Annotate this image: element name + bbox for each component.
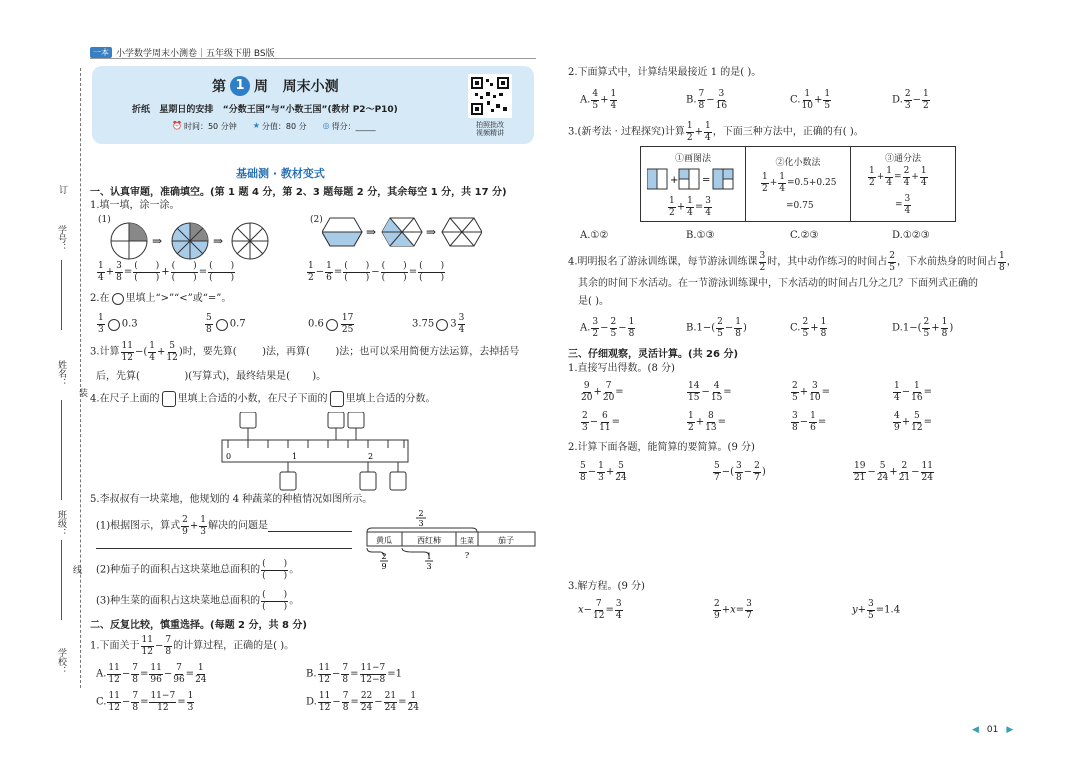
p1-q1-equation2: $\frac{1}{2}$ − $\frac{1}{6}$ = $\frac{( )}{( )}$ − $\frac{( )}{( )}$ = $\frac{( )}{( )}$	[308, 261, 445, 283]
time-text: 时间：50 分钟	[183, 122, 237, 131]
part1-title: 一、认真审题，准确填空。(第 1 题 4 分，第 2、3 题每题 2 分，其余每空 1 分，共 17 分)	[90, 187, 507, 198]
binding-mark-ding: 订	[57, 185, 67, 194]
brace-tomato-den: 3	[426, 562, 432, 571]
p2-q3: 3.(新考法 · 过程探究)计算 $\frac{1}{2}$ + $\frac{1}{4}$ ，下面三种方法中，正确的有( )。	[568, 121, 864, 143]
p3-q1-item1: $\frac{9}{20}$ + $\frac{7}{20}$ =	[581, 381, 624, 403]
p3-q1-item5: $\frac{2}{3}$ − $\frac{6}{11}$ =	[582, 411, 620, 433]
p1-q5-1: (1)根据图示，算式 $\frac{2}{9}$ + $\frac{1}{3}$ 解决的问题是	[96, 516, 352, 537]
method-common-denominator	[851, 147, 955, 221]
p2-q1-option-c[interactable]: C. $\frac{11}{12}$ − $\frac{7}{8}$ = $\frac{11-7}{12}$ = $\frac{1}{3}$	[96, 691, 194, 713]
p2-q4-line1: 4.明明报名了游泳训练课，每节游泳训练课 $\frac{3}{2}$ 时，其中动作练习的时间占 $\frac{2}{5}$ ，下水前热身的时间占 $\frac{1}{8}$ ，	[568, 251, 1017, 273]
compare-circle[interactable]	[108, 319, 120, 331]
ruler-top-box[interactable]	[328, 412, 344, 428]
svg-text:+: +	[670, 175, 679, 186]
school-label: 学校：	[56, 648, 66, 675]
topic-line: 折纸 星期日的安排 “分数王国”与“小数王国”(教材 P2～P10)	[132, 105, 398, 115]
clock-icon: ⏰	[172, 121, 182, 130]
p2-q1-option-b[interactable]: B. $\frac{11}{12}$ − $\frac{7}{8}$ = $\frac{11-7}{12-8}$ =1	[306, 663, 402, 685]
ruler-figure	[218, 412, 418, 492]
p2-q1-option-a[interactable]: A. $\frac{11}{12}$ − $\frac{7}{8}$ = $\frac{11}{96}$ − $\frac{7}{96}$ = $\frac{1}{24}$	[96, 663, 207, 685]
p2-q3-option-a[interactable]: A.①②	[580, 230, 609, 241]
brace-tomato-num: 1	[426, 552, 432, 561]
p1-q2-item3: 0.6 $\frac{17}{25}$	[308, 313, 354, 335]
id-label: 学号：	[56, 225, 66, 252]
p2-q4-option-d[interactable]: D.1−( $\frac{2}{5}$ + $\frac{1}{8}$ )	[892, 317, 954, 339]
p1-q5-answer-line[interactable]	[96, 548, 352, 549]
circle-quarter-figure	[111, 223, 147, 259]
part3-title: 三、仔细观察，灵活计算。(共 26 分)	[568, 349, 739, 360]
binding-line	[80, 68, 81, 688]
method-decimal-eq1: $\frac{1}{2}$ + $\frac{1}{4}$ =0.5+0.25	[762, 172, 837, 194]
qr-caption: 拍照批改 视频精讲	[476, 121, 504, 138]
ruler-label-2: 2	[368, 452, 374, 461]
method-drawing-title: ①画图法	[674, 154, 711, 164]
p1-q1: 1.填一填，涂一涂。	[90, 200, 180, 211]
week-badge: 1	[230, 76, 250, 96]
p2-q2-option-b[interactable]: B. $\frac{7}{8}$ − $\frac{3}{16}$	[686, 89, 728, 111]
p1-q2-item1: $\frac{1}{3}$ 0.3	[98, 313, 138, 335]
hexagon-blank-figure	[442, 218, 482, 246]
ruler-bottom-box[interactable]	[390, 472, 406, 490]
class-label: 班级：	[56, 510, 66, 537]
p2-q1-option-d[interactable]: D. $\frac{11}{12}$ − $\frac{7}{8}$ = $\frac{22}{24}$ − $\frac{21}{24}$ = $\frac{1}{24}$	[306, 691, 419, 713]
method-drawing-eq: $\frac{1}{2}$ + $\frac{1}{4}$ = $\frac{3}{4}$	[669, 196, 711, 218]
id-line[interactable]	[61, 260, 62, 330]
page-number: 01	[986, 725, 999, 735]
p3-q1-item8: $\frac{4}{9}$ + $\frac{5}{12}$ =	[894, 411, 932, 433]
part2-title: 二、反复比较，慎重选择。(每题 2 分，共 8 分)	[90, 620, 307, 631]
compare-circle[interactable]	[326, 319, 338, 331]
p3-q2-item2: $\frac{5}{7}$ −( $\frac{3}{8}$ − $\frac{2}{7}$ )	[714, 461, 766, 483]
ruler-top-box[interactable]	[240, 412, 256, 428]
method-drawing-figure	[647, 167, 741, 191]
p2-q2-option-c[interactable]: C. $\frac{1}{10}$ + $\frac{1}{5}$	[790, 89, 831, 111]
brace-cucumber-num: 2	[381, 552, 387, 561]
circle-fraction-figures	[110, 220, 280, 262]
name-line[interactable]	[61, 400, 62, 500]
week-title: 第 1 周 周末小测	[212, 78, 339, 95]
p2-q2-option-a[interactable]: A. $\frac{4}{5}$ + $\frac{1}{4}$	[580, 89, 617, 111]
series-title: 小学数学周末小测卷｜五年级下册 BS版	[116, 49, 275, 59]
p2-q3-option-b[interactable]: B.①③	[686, 230, 715, 241]
name-label: 姓名：	[56, 360, 66, 387]
got-icon: ◎	[322, 121, 330, 130]
got-text: 得分：_____	[331, 122, 376, 131]
p1-q1-tag2: (2)	[310, 215, 323, 225]
score-icon: ★	[252, 121, 260, 130]
p2-q1: 1.下面关于 $\frac{11}{12}$ − $\frac{7}{8}$ 的计算过程，正确的是( )。	[90, 635, 295, 657]
class-line[interactable]	[61, 540, 62, 620]
p1-q2-item2: $\frac{5}{8}$ 0.7	[206, 313, 246, 335]
p1-q5-3: (3)种生菜的面积占这块菜地总面积的 $\frac{( )}{( )}$ 。	[96, 590, 300, 612]
ruler-body	[222, 440, 408, 462]
compare-circle[interactable]	[216, 319, 228, 331]
p3-q1-item6: $\frac{1}{2}$ + $\frac{8}{13}$ =	[688, 411, 726, 433]
answer-box-icon	[330, 391, 344, 407]
arrow-icon: ⇒	[366, 225, 377, 239]
p2-q4-option-b[interactable]: B.1−( $\frac{2}{5}$ − $\frac{1}{8}$ )	[686, 317, 747, 339]
p1-q1-equation1: $\frac{1}{4}$ + $\frac{3}{8}$ = $\frac{( )}{( )}$ + $\frac{( )}{( )}$ = $\frac{( )}{( )}$	[98, 261, 235, 283]
veg-tomato: 西红柿	[417, 536, 441, 545]
veg-lettuce: 生菜	[460, 537, 474, 545]
method-common-eq1: $\frac{1}{2}$ + $\frac{1}{4}$ = $\frac{2}{4}$ + $\frac{1}{4}$	[869, 166, 927, 188]
p3-q1-item4: $\frac{1}{4}$ − $\frac{1}{16}$ =	[894, 381, 932, 403]
p1-q3-line1: 3.计算 $\frac{11}{12}$ −( $\frac{1}{4}$ + $\frac{5}{12}$ )时，要先算( )法，再算( )法；也可以采用简便方法运算，去掉括号	[90, 341, 520, 363]
brace-top-den: 3	[418, 519, 424, 528]
arrow-icon: ⇒	[213, 234, 224, 248]
method-common-title: ③通分法	[884, 154, 921, 164]
p3-q3-eq2: $\frac{2}{9}$ +x= $\frac{3}{7}$	[714, 599, 752, 621]
p2-q3-option-d[interactable]: D.①②③	[892, 230, 930, 241]
qr-code[interactable]	[468, 74, 512, 118]
method-decimal-eq2: =0.75	[786, 201, 814, 211]
next-page-icon[interactable]: ▶	[1006, 725, 1014, 735]
p1-q1-tag1: (1)	[98, 215, 111, 225]
vegetable-bar-diagram	[362, 508, 538, 572]
p3-q1-item7: $\frac{3}{8}$ − $\frac{1}{6}$ =	[792, 411, 827, 433]
p2-q2: 2.下面算式中，计算结果最接近 1 的是( )。	[568, 67, 762, 78]
arrow-icon: ⇒	[152, 234, 163, 248]
p1-q3-line2: 后，先算( )(写算式)，最终结果是( )。	[96, 371, 327, 382]
svg-text:=: =	[702, 175, 711, 186]
p3-q3-eq1: x− $\frac{7}{12}$ = $\frac{3}{4}$	[578, 599, 622, 621]
p3-q2: 2.计算下面各题，能简算的要简算。(9 分)	[568, 442, 755, 453]
methods-table	[640, 146, 956, 222]
ruler-bottom-box[interactable]	[280, 472, 296, 490]
method-common-eq2: = $\frac{3}{4}$	[895, 194, 911, 216]
p2-q2-option-d[interactable]: D. $\frac{2}{3}$ − $\frac{1}{2}$	[892, 89, 929, 111]
ruler-bottom-box[interactable]	[360, 472, 376, 490]
veg-eggplant: 茄子	[498, 536, 514, 545]
compare-circle-icon	[112, 293, 124, 305]
binding-mark-zhuang: 装	[77, 388, 87, 397]
ruler-top-box[interactable]	[348, 412, 364, 428]
p3-q1: 1.直接写出得数。(8 分)	[568, 363, 675, 374]
p3-q2-item3: $\frac{19}{21}$ − $\frac{5}{24}$ + $\frac{2}{21}$ − $\frac{11}{24}$	[854, 461, 933, 483]
score-text: 分值：80 分	[261, 122, 307, 131]
p3-q3-eq3: y+ $\frac{3}{5}$ =1.4	[852, 599, 901, 621]
prev-page-icon[interactable]: ◀	[972, 725, 979, 735]
veg-cucumber: 黄瓜	[376, 536, 392, 545]
page-footer	[972, 725, 1013, 735]
hexagon-half-figure	[322, 218, 362, 246]
brace-cucumber-den: 9	[381, 562, 387, 571]
compare-circle[interactable]	[436, 319, 448, 331]
p1-q2: 2.在 里填上“>”“<”或“=”。	[90, 293, 232, 304]
answer-box-icon	[162, 391, 176, 407]
method-decimal-title: ②化小数法	[775, 158, 821, 168]
header-rule	[90, 58, 536, 59]
p2-q4-line3: 是( )。	[578, 296, 609, 307]
veg-question: ?	[464, 551, 470, 560]
method-decimal	[746, 147, 851, 221]
title-banner	[92, 66, 534, 144]
p2-q4-option-c[interactable]: C. $\frac{2}{5}$ + $\frac{1}{8}$	[790, 317, 827, 339]
brace-top-num: 2	[418, 509, 424, 518]
hexagon-sixths-figure	[382, 218, 422, 246]
p1-q5-2: (2)种茄子的面积占这块菜地总面积的 $\frac{( )}{( )}$ 。	[96, 559, 300, 581]
arrow-icon: ⇒	[426, 225, 437, 239]
p1-q4: 4.在尺子上面的 里填上合适的小数，在尺子下面的 里填上合适的分数。	[90, 391, 436, 407]
p2-q4-option-a[interactable]: A. $\frac{3}{2}$ − $\frac{2}{5}$ − $\frac{1}{8}$	[580, 317, 635, 339]
ruler-label-1: 1	[292, 452, 298, 461]
circle-blank-figure	[232, 223, 268, 259]
binding-mark-xian: 线	[71, 565, 81, 574]
p2-q4-line2: 其余的时间下水活动。在一节游泳训练课中，下水活动的时间占几分之几？下面列式正确的	[578, 278, 978, 289]
p1-q5: 5.李叔叔有一块菜地，他规划的 4 种蔬菜的种植情况如图所示。	[90, 494, 373, 505]
circle-eighths-figure	[172, 223, 208, 259]
meta-line	[172, 121, 376, 132]
p2-q3-option-c[interactable]: C.②③	[790, 230, 819, 241]
ruler-label-0: 0	[226, 452, 232, 461]
section-subtitle: 基础测 · 教材变式	[236, 167, 325, 180]
brand-logo: 一本	[90, 47, 112, 58]
p3-q1-item2: $\frac{14}{15}$ − $\frac{4}{15}$ =	[688, 381, 732, 403]
p3-q2-item1: $\frac{5}{8}$ − $\frac{1}{3}$ + $\frac{5}{24}$	[580, 461, 627, 483]
p3-q3: 3.解方程。(9 分)	[568, 581, 645, 592]
method-drawing	[641, 147, 746, 221]
p1-q2-item4: 3.75 3 $\frac{3}{4}$	[412, 313, 465, 335]
hexagon-fraction-figures	[322, 216, 482, 248]
p3-q1-item3: $\frac{2}{5}$ + $\frac{3}{10}$ =	[792, 381, 830, 403]
